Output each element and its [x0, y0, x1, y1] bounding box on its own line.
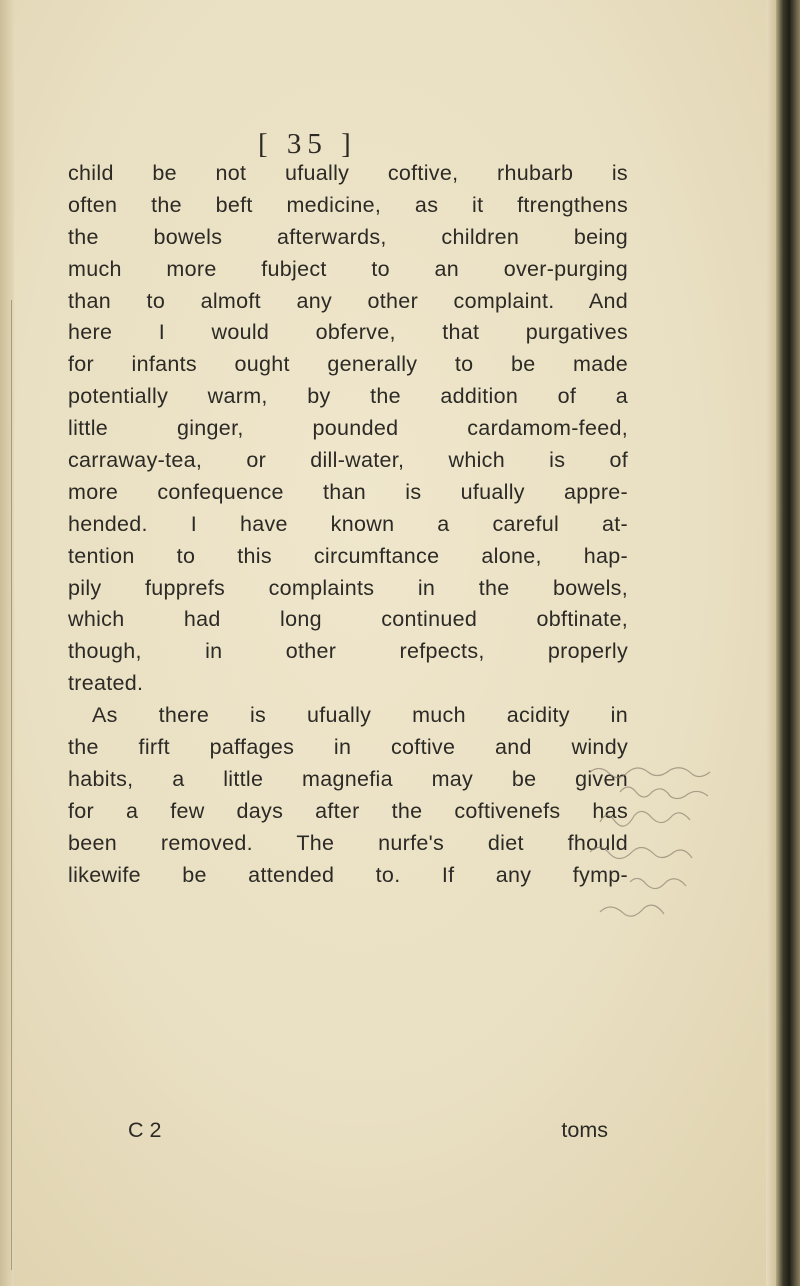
text-line: often the beft medicine, as it ftrengthens: [68, 192, 628, 217]
binding-shadow: [766, 0, 776, 1286]
text-line: though, in other refpects, properly: [68, 639, 628, 664]
page-footer: [68, 1118, 628, 1150]
body-text: [68, 158, 628, 891]
text-line: hended. I have known a careful at-: [68, 511, 628, 536]
text-line: likewife be attended to. If any fymp-: [68, 862, 628, 887]
text-line: child be not ufually coftive, rhubarb is: [68, 161, 628, 185]
page-number-header: [ 35 ]: [258, 128, 357, 160]
text-line: more confequence than is ufually appre-: [68, 479, 628, 504]
text-line: been removed. The nurfe's diet fhould: [68, 830, 628, 855]
text-line: much more fubject to an over-purging: [68, 256, 628, 281]
text-line: treated.: [68, 671, 144, 696]
text-line: carraway-tea, or dill-water, which is of: [68, 448, 628, 473]
text-line: the bowels afterwards, children being: [68, 224, 628, 249]
text-line: than to almoft any other complaint. And: [68, 288, 628, 313]
text-line: which had long continued obftinate,: [68, 607, 628, 632]
catchword: toms: [561, 1118, 608, 1142]
handwritten-annotation: [560, 762, 760, 972]
text-line: for a few days after the coftivenefs has: [68, 798, 628, 823]
book-binding: [776, 0, 800, 1286]
text-line: here I would obferve, that purgatives: [68, 320, 628, 345]
page-fold-line: [11, 300, 12, 1270]
text-line: for infants ought generally to be made: [68, 352, 628, 377]
text-line: potentially warm, by the addition of a: [68, 384, 628, 409]
text-line: pily fupprefs complaints in the bowels,: [68, 575, 628, 600]
signature-mark: C 2: [128, 1118, 162, 1142]
text-line: tention to this circumftance alone, hap-: [68, 543, 628, 568]
text-line: little ginger, pounded cardamom-feed,: [68, 416, 628, 441]
paragraph-first-line: As there is ufually much acidity in: [92, 703, 628, 728]
text-line: habits, a little magnefia may be given: [68, 766, 628, 791]
text-line: the firft paffages in coftive and windy: [68, 735, 628, 760]
